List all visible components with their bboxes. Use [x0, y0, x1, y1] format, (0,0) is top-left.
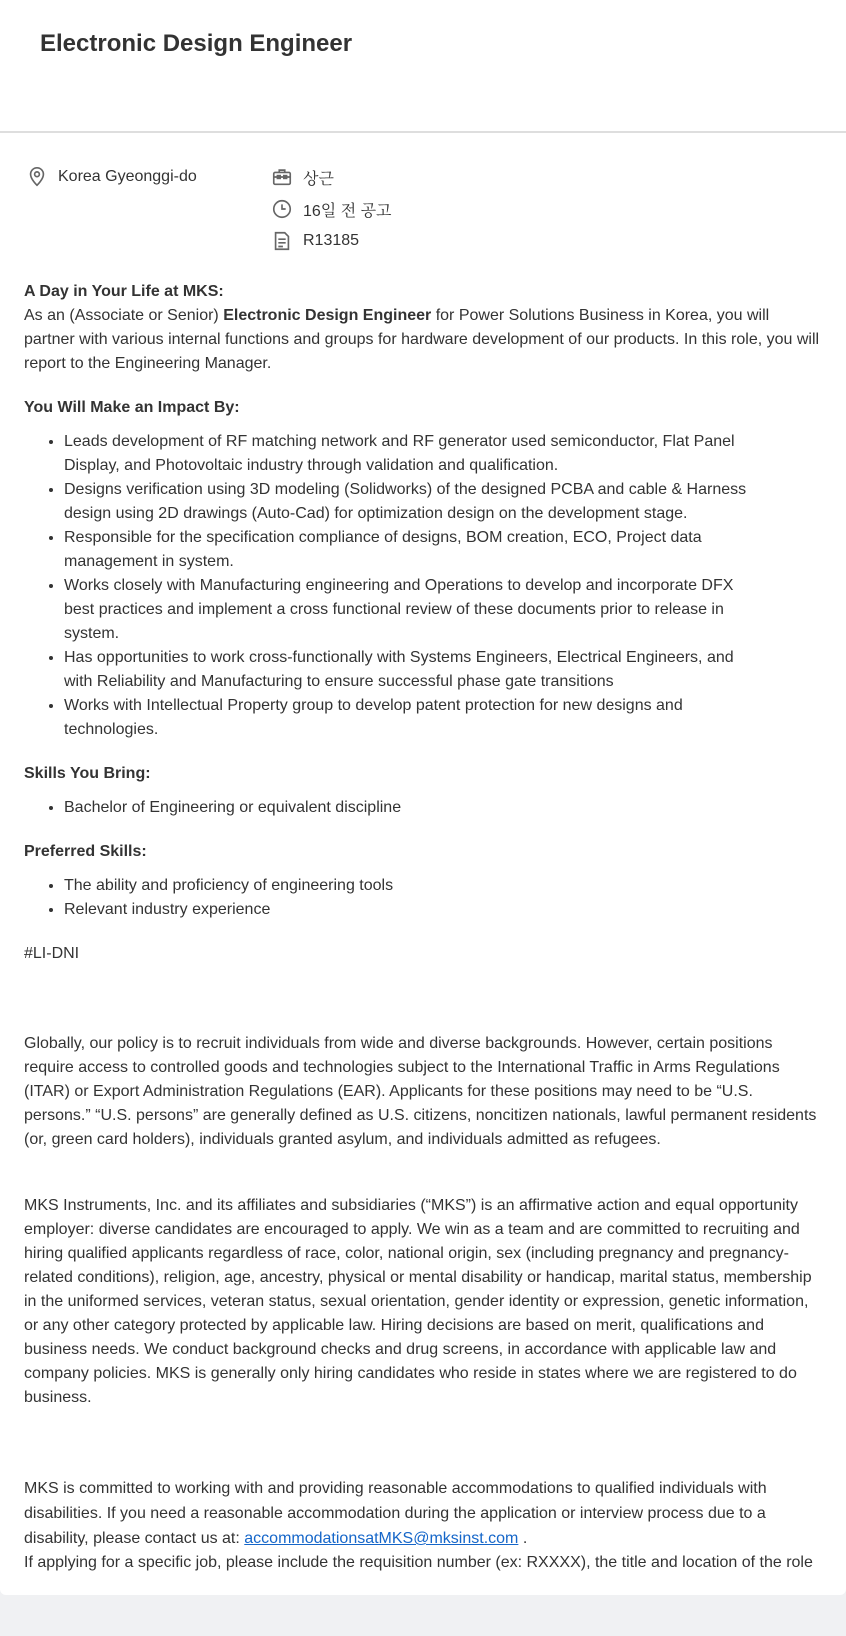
employment-type-text: 상근 [303, 170, 334, 188]
accommodation-text: MKS is committed to working with and providing reasonable accommodations to qualified individuals with disabilities. If you need a reasonable accommodation during the application or interview process due to a disability, please contact us at: [24, 1480, 767, 1547]
impact-list [24, 430, 764, 742]
skills-list [24, 796, 824, 820]
policy-paragraph: Globally, our policy is to recruit individuals from wide and diverse backgrounds. However, certain positions require access to controlled goods and technologies subject to the International Traffic in Arms Regulations (ITAR) or Export Administration Regulations (EAR). Applicants for these positions may need to be “U.S. persons.” “U.S. persons” are generally defined as U.S. citizens, noncitizen nationals, lawful permanent residents (or, green card holders), individuals granted asylum, and individuals admitted as refugees. [24, 1035, 817, 1148]
location-text: Korea Gyeonggi-do [58, 168, 197, 185]
list-item: • Relevant industry experience [64, 898, 824, 922]
intro-role: Electronic Design Engineer [223, 307, 432, 324]
intro-suffix: for Power Solutions Business in Korea, you will partner with various internal functions and groups for hardware development of our products. In this role, you will report to the Engineering Manager. [24, 307, 820, 372]
map-pin-icon [26, 166, 48, 188]
posted-row [271, 196, 392, 222]
list-item: • Leads development of RF matching network and RF generator used semiconductor, Flat Panel Display, and Photovoltaic industry through validation and qualification. [64, 430, 764, 478]
list-item: • The ability and proficiency of engineering tools [64, 874, 824, 898]
accommodation-suffix: . [518, 1530, 528, 1547]
job-title: Electronic Design Engineer [40, 30, 353, 57]
list-item: • Works closely with Manufacturing engineering and Operations to develop and incorporate DFX best practices and implement a cross functional review of these documents prior to release in system. [64, 574, 764, 646]
job-description [24, 280, 824, 1575]
list-item: • Bachelor of Engineering or equivalent discipline [64, 796, 824, 820]
hashtag: #LI-DNI [24, 945, 80, 962]
job-header [0, 0, 846, 133]
list-item: • Has opportunities to work cross-functionally with Systems Engineers, Electrical Engineers, and with Reliability and Manufacturing to ensure successful phase gate transitions [64, 646, 764, 694]
requisition-id-text: R13185 [303, 232, 360, 249]
list-item: • Designs verification using 3D modeling (Solidworks) of the designed PCBA and cable & Harness design using 2D drawings (Auto-Cad) for optimization design on the development stage. [64, 478, 764, 526]
list-item: • Responsible for the specification compliance of designs, BOM creation, ECO, Project data management in system. [64, 526, 764, 574]
preferred-heading: Preferred Skills: [24, 843, 147, 860]
eeo-paragraph: MKS Instruments, Inc. and its affiliates and subsidiaries (“MKS”) is an affirmative action and equal opportunity employer: diverse candidates are encouraged to apply. We win as a team and are committed to recruiting and hiring qualified applicants regardless of race, color, national origin, sex (including pregnancy and pregnancy-related conditions), religion, age, ancestry, physical or mental disability or handicap, marital status, membership in the uniformed services, veteran status, sexual orientation, gender identity or expression, genetic information, or any other category protected by applicable law. Hiring decisions are based on merit, qualifications and business needs. We conduct background checks and drug screens, in accordance with applicable law and company policies. MKS is generally only hiring candidates who reside in states where we are registered to do business. [24, 1197, 812, 1406]
employment-type-row [271, 164, 334, 190]
preferred-list [24, 874, 824, 922]
list-item: • Works with Intellectual Property group to develop patent protection for new designs and technologies. [64, 694, 764, 742]
requisition-note: If applying for a specific job, please include the requisition number (ex: RXXXX), the title and location of the role [24, 1554, 813, 1571]
intro-paragraph [24, 304, 824, 376]
day-heading: A Day in Your Life at MKS: [24, 283, 224, 300]
accommodation-paragraph [24, 1476, 824, 1551]
requisition-row [271, 228, 359, 254]
document-icon [271, 230, 293, 252]
intro-prefix: As an (Associate or Senior) [24, 307, 224, 324]
clock-icon [271, 198, 293, 220]
posted-text: 16일 전 공고 [303, 202, 392, 220]
accommodation-email-link[interactable]: accommodationsatMKS@mksinst.com [244, 1530, 519, 1547]
location-row [26, 164, 197, 190]
impact-heading: You Will Make an Impact By: [24, 399, 240, 416]
briefcase-icon [271, 166, 293, 188]
skills-heading: Skills You Bring: [24, 765, 151, 782]
